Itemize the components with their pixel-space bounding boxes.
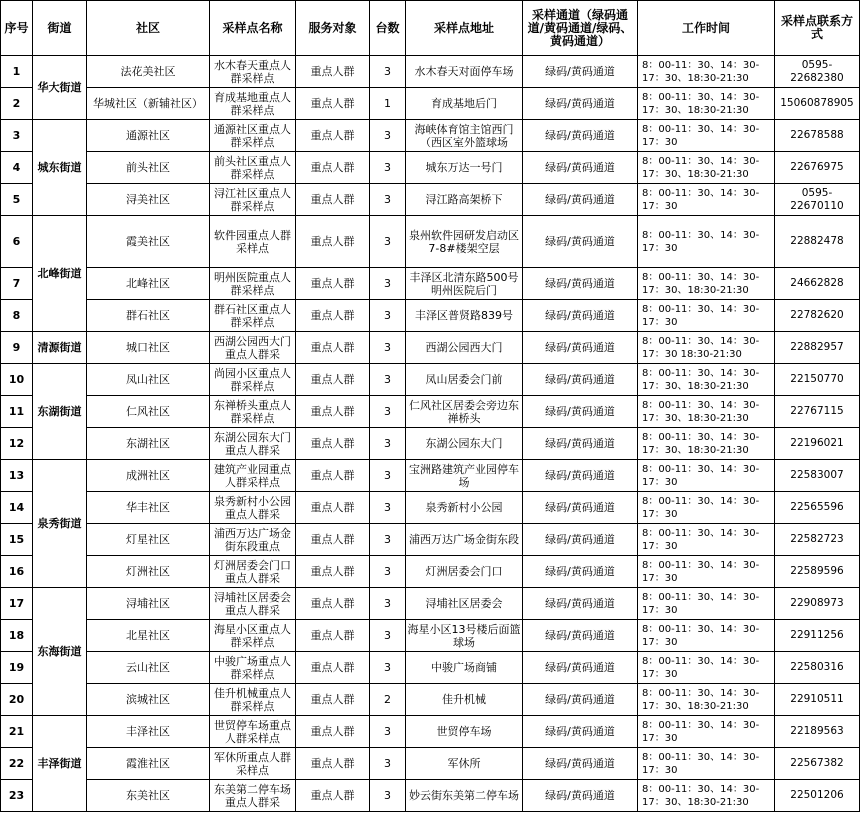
count-cell: 3 [370,748,406,780]
address-cell: 佳升机械 [406,684,523,716]
site-name-cell: 东湖公园东大门重点人群采 [210,428,296,460]
site-name-cell: 群石社区重点人群采样点 [210,300,296,332]
target-cell: 重点人群 [296,396,370,428]
site-name-cell: 世贸停车场重点人群采样点 [210,716,296,748]
channel-cell: 绿码/黄码通道 [523,588,638,620]
row-no: 18 [1,620,33,652]
row-no: 8 [1,300,33,332]
hours-cell: 8：00-11：30、14：30-17：30 [638,556,775,588]
street-cell: 东海街道 [33,588,87,716]
site-name-cell: 浔江社区重点人群采样点 [210,184,296,216]
header-row [1,1,860,56]
address-cell: 军休所 [406,748,523,780]
phone-cell: 0595-22670110 [775,184,860,216]
table-row [1,88,860,120]
site-name-cell: 军休所重点人群采样点 [210,748,296,780]
hours-cell: 8：00-11：30、14：30-17：30 [638,588,775,620]
phone-cell: 22911256 [775,620,860,652]
table-row [1,620,860,652]
header-no: 序号 [1,1,33,56]
row-no: 2 [1,88,33,120]
target-cell: 重点人群 [296,120,370,152]
phone-cell: 22910511 [775,684,860,716]
address-cell: 中骏广场商铺 [406,652,523,684]
site-name-cell: 东美第二停车场重点人群采 [210,780,296,812]
community-cell: 华城社区（新辅社区） [87,88,210,120]
row-no: 5 [1,184,33,216]
hours-cell: 8：00-11：30、14：30-17：30 18:30-21:30 [638,332,775,364]
channel-cell: 绿码/黄码通道 [523,428,638,460]
address-cell: 丰泽区北清东路500号明州医院后门 [406,268,523,300]
community-cell: 浔美社区 [87,184,210,216]
street-cell: 泉秀街道 [33,460,87,588]
count-cell: 3 [370,428,406,460]
target-cell: 重点人群 [296,300,370,332]
hours-cell: 8：00-11：30、14：30-17：30 [638,620,775,652]
hours-cell: 8：00-11：30、14：30-17：30、18:30-21:30 [638,88,775,120]
table-row [1,716,860,748]
row-no: 14 [1,492,33,524]
community-cell: 北峰社区 [87,268,210,300]
row-no: 22 [1,748,33,780]
hours-cell: 8：00-11：30、14：30-17：30 [638,492,775,524]
street-cell: 城东街道 [33,120,87,216]
channel-cell: 绿码/黄码通道 [523,56,638,88]
phone-cell: 15060878905 [775,88,860,120]
table-row [1,300,860,332]
table-row [1,588,860,620]
row-no: 21 [1,716,33,748]
channel-cell: 绿码/黄码通道 [523,620,638,652]
community-cell: 丰泽社区 [87,716,210,748]
target-cell: 重点人群 [296,152,370,184]
phone-cell: 22189563 [775,716,860,748]
community-cell: 灯洲社区 [87,556,210,588]
row-no: 16 [1,556,33,588]
address-cell: 妙云街东美第二停车场 [406,780,523,812]
row-no: 23 [1,780,33,812]
site-name-cell: 东禅桥头重点人群采样点 [210,396,296,428]
count-cell: 3 [370,460,406,492]
table-row [1,184,860,216]
address-cell: 水木春天对面停车场 [406,56,523,88]
phone-cell: 22567382 [775,748,860,780]
site-name-cell: 浦西万达广场金街东段重点 [210,524,296,556]
hours-cell: 8：00-11：30、14：30-17：30、18:30-21:30 [638,780,775,812]
hours-cell: 8：00-11：30、14：30-17：30、18:30-21:30 [638,428,775,460]
community-cell: 云山社区 [87,652,210,684]
row-no: 20 [1,684,33,716]
hours-cell: 8：00-11：30、14：30-17：30、18:30-21:30 [638,56,775,88]
address-cell: 宝洲路建筑产业园停车场 [406,460,523,492]
address-cell: 泉州软件园研发启动区7-8#楼架空层 [406,216,523,268]
count-cell: 3 [370,120,406,152]
row-no: 19 [1,652,33,684]
community-cell: 法花美社区 [87,56,210,88]
hours-cell: 8：00-11：30、14：30-17：30 [638,748,775,780]
community-cell: 滨城社区 [87,684,210,716]
phone-cell: 22583007 [775,460,860,492]
channel-cell: 绿码/黄码通道 [523,300,638,332]
street-cell: 北峰街道 [33,216,87,332]
phone-cell: 22589596 [775,556,860,588]
site-name-cell: 佳升机械重点人群采样点 [210,684,296,716]
count-cell: 2 [370,684,406,716]
street-cell: 华大街道 [33,56,87,120]
site-name-cell: 灯洲居委会门口重点人群采 [210,556,296,588]
target-cell: 重点人群 [296,492,370,524]
address-cell: 世贸停车场 [406,716,523,748]
channel-cell: 绿码/黄码通道 [523,88,638,120]
address-cell: 丰泽区普贤路839号 [406,300,523,332]
street-cell: 清源街道 [33,332,87,364]
address-cell: 海峡体育馆主馆西门（西区室外篮球场 [406,120,523,152]
count-cell: 3 [370,556,406,588]
address-cell: 灯洲居委会门口 [406,556,523,588]
target-cell: 重点人群 [296,748,370,780]
target-cell: 重点人群 [296,364,370,396]
address-cell: 凤山居委会门前 [406,364,523,396]
phone-cell: 22150770 [775,364,860,396]
table-row [1,120,860,152]
channel-cell: 绿码/黄码通道 [523,652,638,684]
address-cell: 西湖公园西大门 [406,332,523,364]
address-cell: 浔埔社区居委会 [406,588,523,620]
header-hours: 工作时间 [638,1,775,56]
table-row [1,428,860,460]
channel-cell: 绿码/黄码通道 [523,396,638,428]
community-cell: 仁风社区 [87,396,210,428]
row-no: 13 [1,460,33,492]
hours-cell: 8：00-11：30、14：30-17：30 [638,716,775,748]
community-cell: 成洲社区 [87,460,210,492]
header-site-name: 采样点名称 [210,1,296,56]
hours-cell: 8：00-11：30、14：30-17：30、18:30-21:30 [638,396,775,428]
row-no: 6 [1,216,33,268]
phone-cell: 22676975 [775,152,860,184]
target-cell: 重点人群 [296,652,370,684]
count-cell: 3 [370,588,406,620]
community-cell: 凤山社区 [87,364,210,396]
table-row [1,652,860,684]
site-name-cell: 中骏广场重点人群采样点 [210,652,296,684]
count-cell: 3 [370,56,406,88]
target-cell: 重点人群 [296,620,370,652]
count-cell: 3 [370,652,406,684]
hours-cell: 8：00-11：30、14：30-17：30、18:30-21:30 [638,268,775,300]
channel-cell: 绿码/黄码通道 [523,332,638,364]
target-cell: 重点人群 [296,588,370,620]
address-cell: 城东万达一号门 [406,152,523,184]
address-cell: 仁风社区居委会旁边东禅桥头 [406,396,523,428]
header-count: 台数 [370,1,406,56]
target-cell: 重点人群 [296,268,370,300]
target-cell: 重点人群 [296,460,370,492]
table-row [1,56,860,88]
table-row [1,396,860,428]
street-cell: 东湖街道 [33,364,87,460]
site-name-cell: 水木春天重点人群采样点 [210,56,296,88]
community-cell: 东湖社区 [87,428,210,460]
table-row [1,152,860,184]
channel-cell: 绿码/黄码通道 [523,268,638,300]
header-street: 街道 [33,1,87,56]
phone-cell: 0595-22682380 [775,56,860,88]
site-name-cell: 海星小区重点人群采样点 [210,620,296,652]
phone-cell: 22908973 [775,588,860,620]
table-row [1,332,860,364]
site-name-cell: 育成基地重点人群采样点 [210,88,296,120]
hours-cell: 8：00-11：30、14：30-17：30 [638,460,775,492]
target-cell: 重点人群 [296,716,370,748]
row-no: 1 [1,56,33,88]
channel-cell: 绿码/黄码通道 [523,460,638,492]
phone-cell: 22582723 [775,524,860,556]
phone-cell: 22678588 [775,120,860,152]
channel-cell: 绿码/黄码通道 [523,716,638,748]
phone-cell: 24662828 [775,268,860,300]
count-cell: 3 [370,332,406,364]
site-name-cell: 软件园重点人群采样点 [210,216,296,268]
community-cell: 华丰社区 [87,492,210,524]
header-channel: 采样通道（绿码通道/黄码通道/绿码、黄码通道） [523,1,638,56]
count-cell: 3 [370,524,406,556]
table-row [1,524,860,556]
site-name-cell: 泉秀新村小公园重点人群采 [210,492,296,524]
address-cell: 东湖公园东大门 [406,428,523,460]
row-no: 9 [1,332,33,364]
hours-cell: 8：00-11：30、14：30-17：30 [638,652,775,684]
community-cell: 北星社区 [87,620,210,652]
channel-cell: 绿码/黄码通道 [523,748,638,780]
table-row [1,748,860,780]
channel-cell: 绿码/黄码通道 [523,524,638,556]
address-cell: 浦西万达广场金街东段 [406,524,523,556]
phone-cell: 22882478 [775,216,860,268]
site-name-cell: 西湖公园西大门重点人群采 [210,332,296,364]
target-cell: 重点人群 [296,88,370,120]
target-cell: 重点人群 [296,216,370,268]
channel-cell: 绿码/黄码通道 [523,492,638,524]
phone-cell: 22580316 [775,652,860,684]
target-cell: 重点人群 [296,184,370,216]
table-row [1,364,860,396]
community-cell: 城口社区 [87,332,210,364]
table-row [1,556,860,588]
count-cell: 3 [370,780,406,812]
community-cell: 灯星社区 [87,524,210,556]
channel-cell: 绿码/黄码通道 [523,184,638,216]
count-cell: 3 [370,396,406,428]
hours-cell: 8：00-11：30、14：30-17：30、18:30-21:30 [638,152,775,184]
channel-cell: 绿码/黄码通道 [523,216,638,268]
site-name-cell: 明州医院重点人群采样点 [210,268,296,300]
community-cell: 浔埔社区 [87,588,210,620]
table-row [1,460,860,492]
channel-cell: 绿码/黄码通道 [523,556,638,588]
phone-cell: 22767115 [775,396,860,428]
row-no: 4 [1,152,33,184]
address-cell: 海星小区13号楼后面篮球场 [406,620,523,652]
community-cell: 霞淮社区 [87,748,210,780]
channel-cell: 绿码/黄码通道 [523,364,638,396]
site-name-cell: 浔埔社区居委会重点人群采 [210,588,296,620]
count-cell: 3 [370,152,406,184]
hours-cell: 8：00-11：30、14：30-17：30、18:30-21:30 [638,364,775,396]
phone-cell: 22565596 [775,492,860,524]
target-cell: 重点人群 [296,332,370,364]
row-no: 17 [1,588,33,620]
channel-cell: 绿码/黄码通道 [523,120,638,152]
row-no: 10 [1,364,33,396]
table-row [1,780,860,812]
header-target: 服务对象 [296,1,370,56]
street-cell: 丰泽街道 [33,716,87,812]
phone-cell: 22782620 [775,300,860,332]
hours-cell: 8：00-11：30、14：30-17：30 [638,120,775,152]
table-row [1,492,860,524]
target-cell: 重点人群 [296,684,370,716]
site-name-cell: 尚园小区重点人群采样点 [210,364,296,396]
hours-cell: 8：00-11：30、14：30-17：30 [638,184,775,216]
row-no: 12 [1,428,33,460]
address-cell: 泉秀新村小公园 [406,492,523,524]
header-address: 采样点地址 [406,1,523,56]
address-cell: 育成基地后门 [406,88,523,120]
count-cell: 3 [370,216,406,268]
target-cell: 重点人群 [296,428,370,460]
target-cell: 重点人群 [296,780,370,812]
row-no: 15 [1,524,33,556]
community-cell: 群石社区 [87,300,210,332]
count-cell: 3 [370,364,406,396]
hours-cell: 8：00-11：30、14：30-17：30 [638,216,775,268]
channel-cell: 绿码/黄码通道 [523,684,638,716]
target-cell: 重点人群 [296,556,370,588]
count-cell: 1 [370,88,406,120]
row-no: 11 [1,396,33,428]
table-row [1,268,860,300]
header-community: 社区 [87,1,210,56]
phone-cell: 22501206 [775,780,860,812]
phone-cell: 22196021 [775,428,860,460]
site-name-cell: 前头社区重点人群采样点 [210,152,296,184]
address-cell: 浔江路高架桥下 [406,184,523,216]
count-cell: 3 [370,300,406,332]
table-row [1,216,860,268]
table-row [1,684,860,716]
community-cell: 霞美社区 [87,216,210,268]
count-cell: 3 [370,184,406,216]
count-cell: 3 [370,268,406,300]
hours-cell: 8：00-11：30、14：30-17：30 [638,524,775,556]
site-name-cell: 建筑产业园重点人群采样点 [210,460,296,492]
hours-cell: 8：00-11：30、14：30-17：30 [638,300,775,332]
count-cell: 3 [370,620,406,652]
target-cell: 重点人群 [296,56,370,88]
count-cell: 3 [370,716,406,748]
community-cell: 东美社区 [87,780,210,812]
community-cell: 前头社区 [87,152,210,184]
channel-cell: 绿码/黄码通道 [523,152,638,184]
row-no: 7 [1,268,33,300]
channel-cell: 绿码/黄码通道 [523,780,638,812]
row-no: 3 [1,120,33,152]
community-cell: 通源社区 [87,120,210,152]
phone-cell: 22882957 [775,332,860,364]
site-name-cell: 通源社区重点人群采样点 [210,120,296,152]
count-cell: 3 [370,492,406,524]
hours-cell: 8：00-11：30、14：30-17：30、18:30-21:30 [638,684,775,716]
target-cell: 重点人群 [296,524,370,556]
header-phone: 采样点联系方式 [775,1,860,56]
